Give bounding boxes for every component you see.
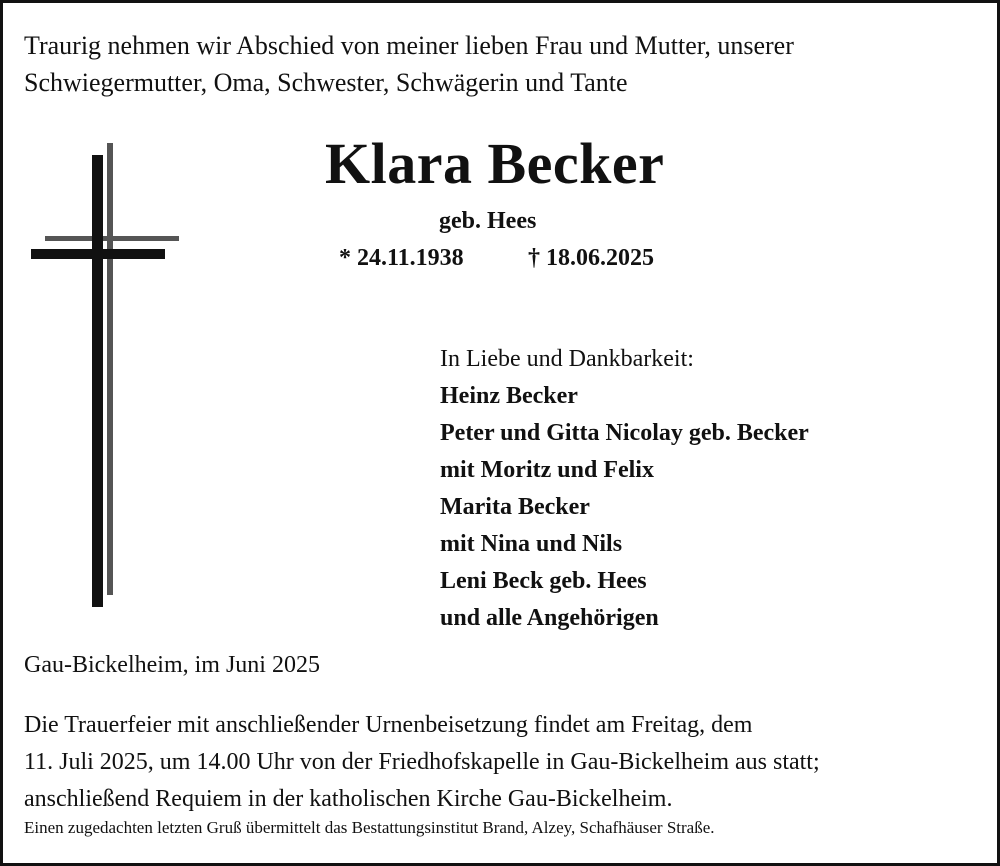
mourners-block xyxy=(440,341,809,637)
death-date: † 18.06.2025 xyxy=(528,245,654,271)
mourner-name: und alle Angehörigen xyxy=(440,605,659,631)
birth-date: * 24.11.1938 xyxy=(339,245,464,271)
place-date: Gau-Bickelheim, im Juni 2025 xyxy=(24,652,320,678)
mourner-name: mit Moritz und Felix xyxy=(440,457,654,483)
mourner-name: Heinz Becker xyxy=(440,383,578,409)
funeral-home-note: Einen zugedachten letzten Gruß übermittelt das Bestattungsinstitut Brand, Alzey, Schafhäuser Straße. xyxy=(24,818,715,837)
mourner-name: Marita Becker xyxy=(440,494,590,520)
mourner-name: Peter und Gitta Nicolay geb. Becker xyxy=(440,420,809,446)
intro-line-1: Traurig nehmen wir Abschied von meiner lieben Frau und Mutter, unserer xyxy=(24,31,794,60)
service-line-1: Die Trauerfeier mit anschließender Urnenbeisetzung findet am Freitag, dem xyxy=(24,712,753,738)
mourner-name: Leni Beck geb. Hees xyxy=(440,568,647,594)
intro-text xyxy=(24,27,794,101)
service-line-2: 11. Juli 2025, um 14.00 Uhr von der Friedhofskapelle in Gau-Bickelheim aus statt; xyxy=(24,749,820,775)
service-info xyxy=(24,707,820,818)
service-line-3: anschließend Requiem in der katholischen Kirche Gau-Bickelheim. xyxy=(24,786,673,812)
deceased-name: Klara Becker xyxy=(325,131,665,196)
mourners-lead: In Liebe und Dankbarkeit: xyxy=(440,346,694,372)
maiden-name: geb. Hees xyxy=(439,208,537,234)
intro-line-2: Schwiegermutter, Oma, Schwester, Schwägerin und Tante xyxy=(24,68,628,97)
mourner-name: mit Nina und Nils xyxy=(440,531,623,557)
